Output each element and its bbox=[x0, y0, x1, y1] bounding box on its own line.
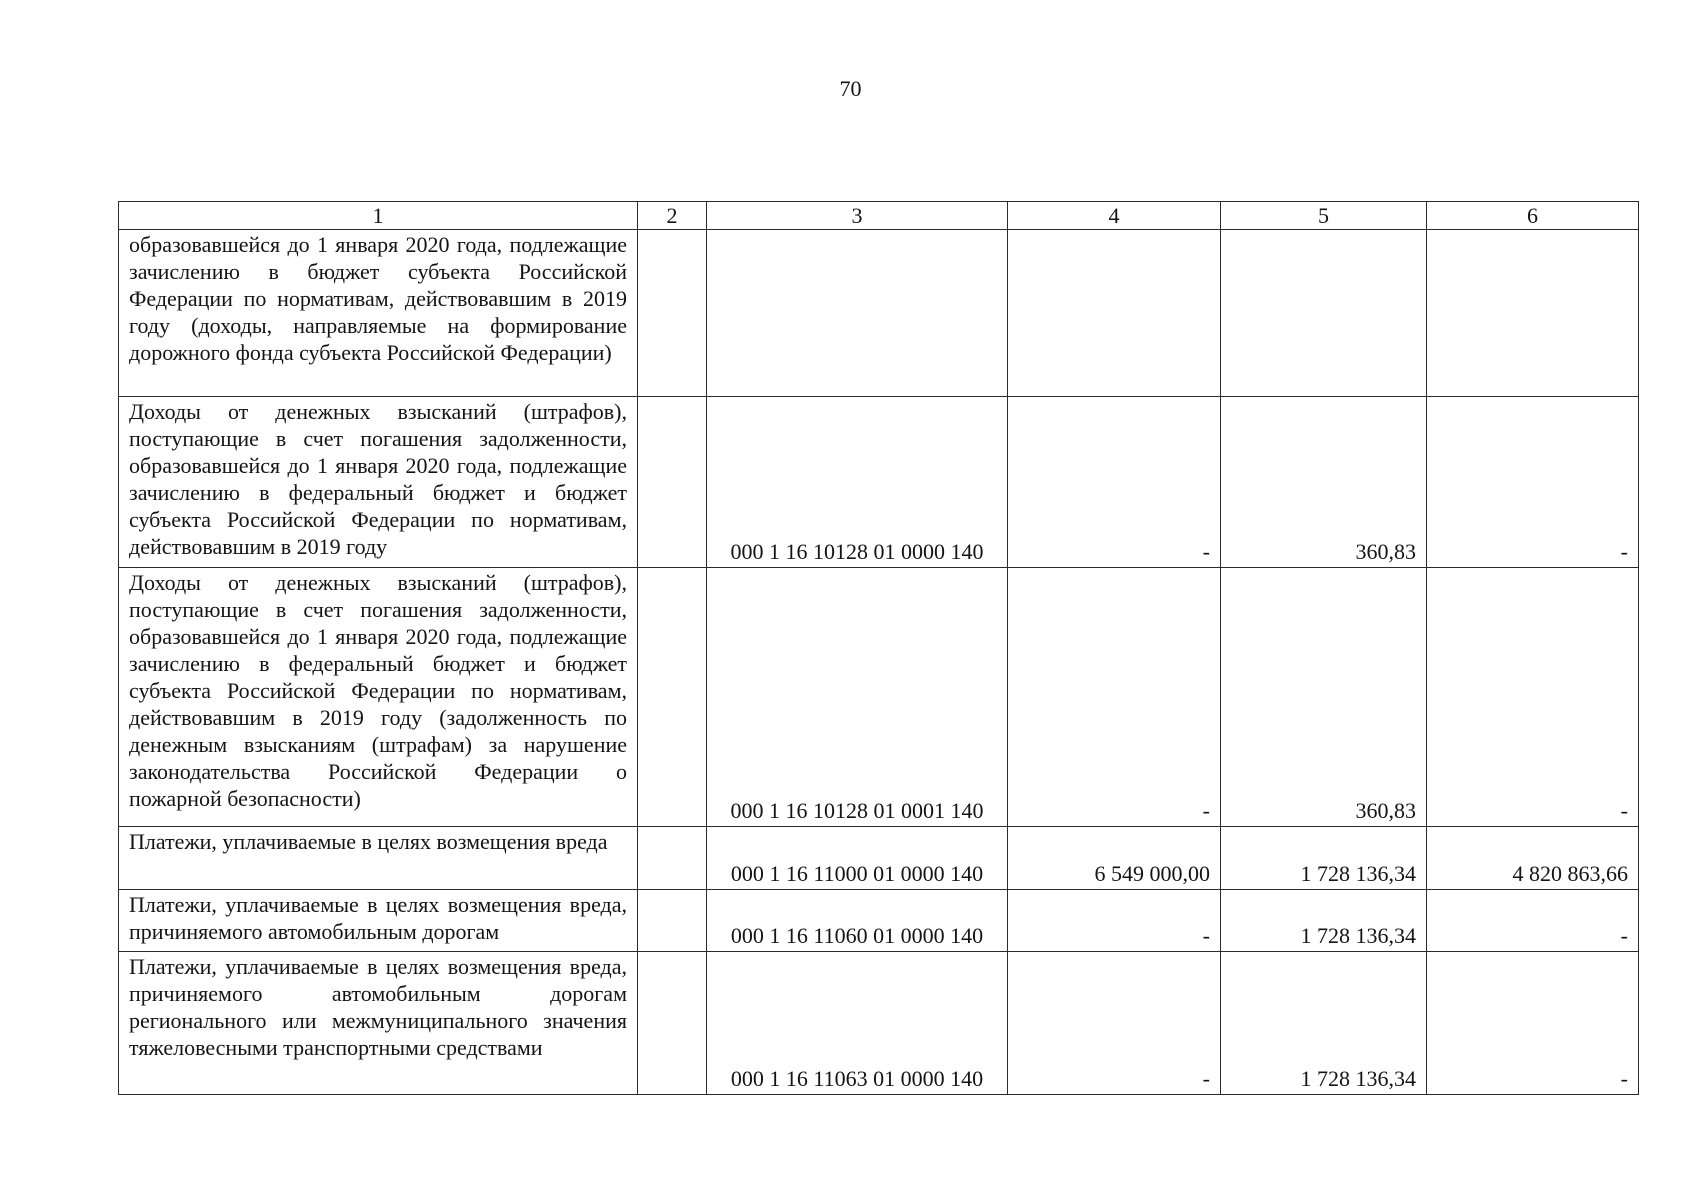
revenue-table bbox=[118, 201, 1639, 1095]
column-2-cell bbox=[638, 230, 707, 397]
planned-amount: - bbox=[1008, 568, 1221, 827]
planned-amount: - bbox=[1008, 890, 1221, 952]
table-row bbox=[119, 890, 1639, 952]
income-name: Платежи, уплачиваемые в целях возмещения вреда, причиняемого автомобильным дорогам регионального или межмуниципального значения тяжеловесными транспортными средствами bbox=[119, 952, 638, 1095]
remaining-amount: - bbox=[1427, 568, 1639, 827]
table-row bbox=[119, 230, 1639, 397]
column-header-2: 2 bbox=[638, 202, 707, 230]
actual-amount: 360,83 bbox=[1221, 568, 1427, 827]
remaining-amount: - bbox=[1427, 397, 1639, 568]
table-row bbox=[119, 397, 1639, 568]
income-name: Платежи, уплачиваемые в целях возмещения вреда, причиняемого автомобильным дорогам bbox=[119, 890, 638, 952]
column-2-cell bbox=[638, 827, 707, 890]
column-2-cell bbox=[638, 890, 707, 952]
planned-amount: - bbox=[1008, 952, 1221, 1095]
planned-amount: 6 549 000,00 bbox=[1008, 827, 1221, 890]
column-header-6: 6 bbox=[1427, 202, 1639, 230]
column-header-4: 4 bbox=[1008, 202, 1221, 230]
remaining-amount: - bbox=[1427, 952, 1639, 1095]
table-row bbox=[119, 568, 1639, 827]
budget-classification-code: 000 1 16 10128 01 0000 140 bbox=[707, 397, 1008, 568]
income-name: Доходы от денежных взысканий (штрафов), поступающие в счет погашения задолженности, образовавшейся до 1 января 2020 года, подлежащие зачислению в федеральный бюджет и бюджет субъекта Российской Федерации по нормативам, действовавшим в 2019 году bbox=[119, 397, 638, 568]
income-name: образовавшейся до 1 января 2020 года, подлежащие зачислению в бюджет субъекта Российской Федерации по нормативам, действовавшим в 2019 году (доходы, направляемые на формирование дорожного фонда субъекта Российской Федерации) bbox=[119, 230, 638, 397]
column-2-cell bbox=[638, 568, 707, 827]
column-2-cell bbox=[638, 952, 707, 1095]
table-row bbox=[119, 952, 1639, 1095]
budget-classification-code: 000 1 16 11063 01 0000 140 bbox=[707, 952, 1008, 1095]
planned-amount: - bbox=[1008, 397, 1221, 568]
column-header-5: 5 bbox=[1221, 202, 1427, 230]
column-2-cell bbox=[638, 397, 707, 568]
remaining-amount: - bbox=[1427, 890, 1639, 952]
column-header-1: 1 bbox=[119, 202, 638, 230]
column-header-3: 3 bbox=[707, 202, 1008, 230]
table-row bbox=[119, 827, 1639, 890]
budget-classification-code: 000 1 16 11000 01 0000 140 bbox=[707, 827, 1008, 890]
planned-amount bbox=[1008, 230, 1221, 397]
budget-classification-code: 000 1 16 10128 01 0001 140 bbox=[707, 568, 1008, 827]
income-name: Доходы от денежных взысканий (штрафов), поступающие в счет погашения задолженности, образовавшейся до 1 января 2020 года, подлежащие зачислению в федеральный бюджет и бюджет субъекта Российской Федерации по нормативам, действовавшим в 2019 году (задолженность по денежным взысканиям (штрафам) за нарушение законодательства Российской Федерации о пожарной безопасности) bbox=[119, 568, 638, 827]
remaining-amount: 4 820 863,66 bbox=[1427, 827, 1639, 890]
actual-amount: 360,83 bbox=[1221, 397, 1427, 568]
actual-amount: 1 728 136,34 bbox=[1221, 952, 1427, 1095]
column-number-row bbox=[119, 202, 1639, 230]
budget-classification-code bbox=[707, 230, 1008, 397]
remaining-amount bbox=[1427, 230, 1639, 397]
income-name: Платежи, уплачиваемые в целях возмещения вреда bbox=[119, 827, 638, 890]
actual-amount: 1 728 136,34 bbox=[1221, 827, 1427, 890]
actual-amount bbox=[1221, 230, 1427, 397]
budget-classification-code: 000 1 16 11060 01 0000 140 bbox=[707, 890, 1008, 952]
page-number: 70 bbox=[839, 76, 862, 101]
actual-amount: 1 728 136,34 bbox=[1221, 890, 1427, 952]
